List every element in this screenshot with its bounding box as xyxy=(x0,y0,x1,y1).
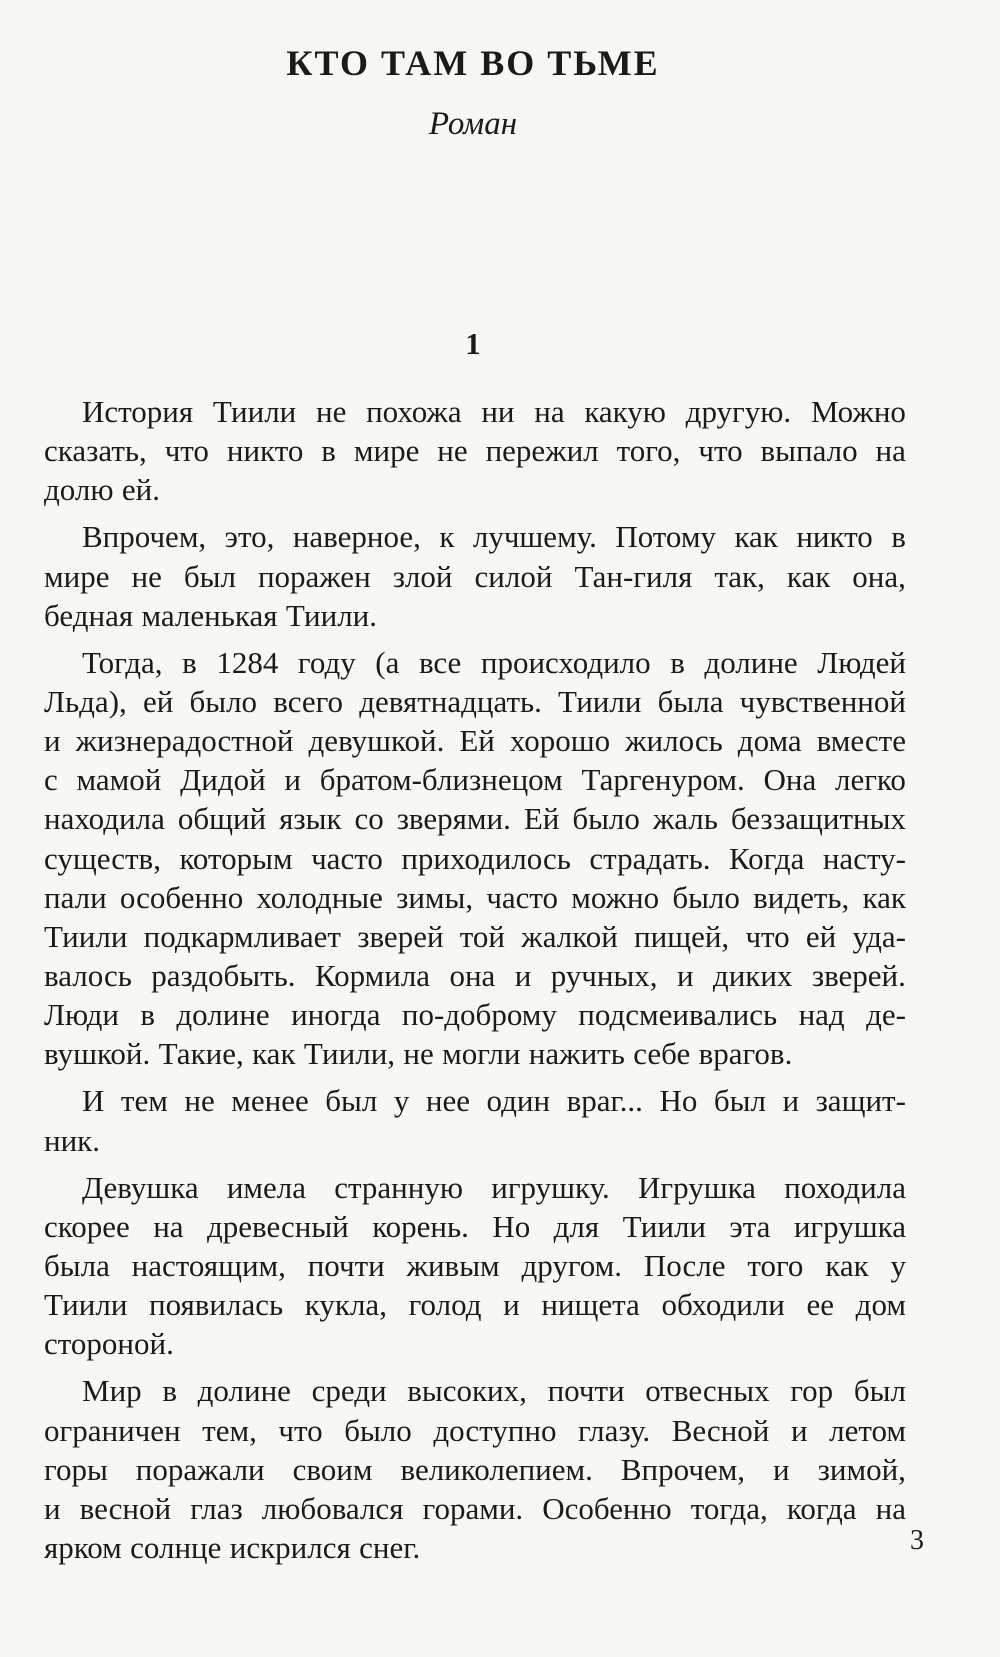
text-line: И тем не менее был у нее один враг... Но был и защит- xyxy=(82,1083,906,1119)
text-line: находила общий язык со зверями. Ей было жаль беззащитных xyxy=(44,801,906,837)
paragraph xyxy=(44,1081,906,1159)
text-line: мире не был поражен злой силой Тан-гиля так, как она, xyxy=(44,558,906,594)
text-line: была настоящим, почти живым другом. После того как у xyxy=(44,1247,906,1283)
text-line: Люди в долине иногда по-доброму подсмеивались над де- xyxy=(44,997,906,1033)
text-line: вушкой. Такие, как Тиили, не могли нажить себе врагов. xyxy=(44,1036,793,1072)
book-title: КТО ТАМ ВО ТЬМЕ xyxy=(286,43,660,83)
text-line: Тиили появилась кукла, голод и нищета обходили ее дом xyxy=(44,1287,906,1323)
paragraph xyxy=(44,1168,906,1364)
text-line: ник. xyxy=(44,1122,100,1158)
page-number: 3 xyxy=(910,1525,924,1556)
text-line: Мир в долине среди высоких, почти отвесных гор был xyxy=(82,1373,906,1409)
text-line: ограничен тем, что было доступно глазу. Весной и летом xyxy=(44,1412,906,1448)
text-line: Льда), ей было всего девятнадцать. Тиили была чувственной xyxy=(44,683,906,719)
text-line: валось раздобыть. Кормила она и ручных, и диких зверей. xyxy=(44,957,906,993)
text-line: с мамой Дидой и братом-близнецом Таргенуром. Она легко xyxy=(44,762,906,798)
paragraph xyxy=(44,392,906,509)
paragraph xyxy=(44,517,906,634)
text-line: существ, которым часто приходилось страдать. Когда насту- xyxy=(44,840,906,876)
text-line: горы поражали своим великолепием. Впрочем, и зимой, xyxy=(44,1451,906,1487)
text-line: ярком солнце искрился снег. xyxy=(44,1529,421,1565)
paragraph xyxy=(44,643,906,1074)
text-line: Тиили подкармливает зверей той жалкой пищей, что ей уда- xyxy=(44,918,906,954)
text-line: и жизнерадостной девушкой. Ей хорошо жилось дома вместе xyxy=(44,723,906,759)
text-line: пали особенно холодные зимы, часто можно было видеть, как xyxy=(44,879,906,915)
text-line: Тогда, в 1284 году (а все происходило в долине Людей xyxy=(82,644,906,680)
text-line: История Тиили не похожа ни на какую другую. Можно xyxy=(82,394,906,429)
text-line: бедная маленькая Тиили. xyxy=(44,597,377,633)
text-line: стороной. xyxy=(44,1326,174,1362)
chapter-number: 1 xyxy=(465,326,481,361)
book-subtitle: Роман xyxy=(428,106,518,142)
text-line: долю ей. xyxy=(44,472,160,508)
paragraph xyxy=(44,1371,906,1567)
text-line: сказать, что никто в мире не пережил того, что выпало на xyxy=(44,433,906,469)
text-line: Впрочем, это, наверное, к лучшему. Потому как никто в xyxy=(82,519,906,555)
text-line: скорее на древесный корень. Но для Тиили эта игрушка xyxy=(44,1208,906,1244)
body-text xyxy=(44,392,906,1567)
text-line: Девушка имела странную игрушку. Игрушка походила xyxy=(82,1169,906,1205)
text-line: и весной глаз любовался горами. Особенно тогда, когда на xyxy=(44,1490,906,1526)
